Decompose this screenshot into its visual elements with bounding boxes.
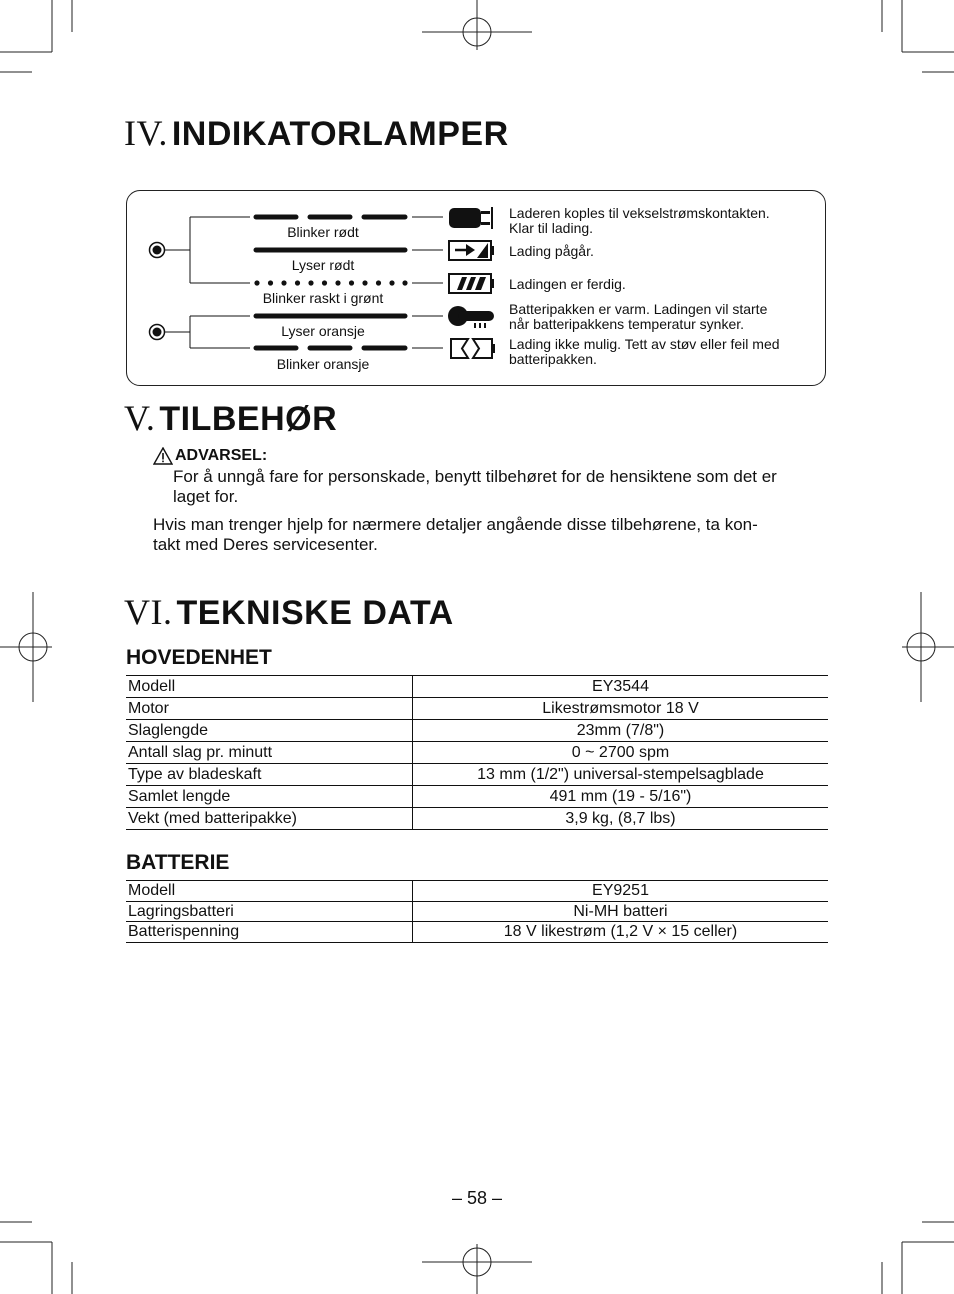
indicator-description [509, 337, 780, 367]
spec-value: EY3544 [413, 676, 829, 698]
broken-battery-icon [451, 339, 495, 358]
lamp-bottom-icon [150, 325, 165, 340]
plug-icon [449, 207, 492, 229]
section-5-heading [124, 397, 337, 439]
text-line: Hvis man trenger hjelp for nærmere detaljer angående disse tilbehørene, ta kon- [153, 515, 758, 534]
main-unit-table [126, 675, 828, 830]
spec-value: EY9251 [413, 881, 829, 902]
indicator-description [509, 206, 770, 236]
charging-battery-icon [449, 241, 494, 260]
spec-name: Motor [126, 698, 413, 720]
table-row [126, 901, 828, 922]
spec-name: Batterispenning [126, 922, 413, 943]
lamp-label: Blinker oransje [276, 356, 370, 372]
warning-icon [153, 447, 173, 465]
table-row [126, 881, 828, 902]
text-line: For å unngå fare for personskade, benytt tilbehøret for de hensiktene som det er [173, 467, 777, 486]
spec-value: 18 V likestrøm (1,2 V × 15 celler) [413, 922, 829, 943]
section-6-numeral: VI. [124, 592, 173, 632]
battery-table [126, 880, 828, 943]
section-4-title: INDIKATORLAMPER [171, 115, 509, 153]
table-row [126, 676, 828, 698]
lamp-label: Lyser rødt [291, 257, 355, 273]
indicator-description [509, 277, 626, 292]
description-line: Lading pågår. [509, 243, 594, 259]
description-line: Lading ikke mulig. Tett av støv eller feil med [509, 336, 780, 352]
spec-name: Slaglengde [126, 720, 413, 742]
section-6-heading [124, 591, 454, 633]
lamp-label: Blinker rødt [287, 224, 359, 240]
indicator-description [509, 302, 767, 332]
spec-value: 3,9 kg, (8,7 lbs) [413, 808, 829, 830]
table-row [126, 742, 828, 764]
description-line: batteripakken. [509, 351, 597, 367]
spec-value: 23mm (7/8") [413, 720, 829, 742]
lamp-top-icon [150, 243, 165, 258]
section-6-title: TEKNISKE DATA [176, 594, 454, 632]
text-line: laget for. [173, 487, 239, 506]
lamp-label: Blinker raskt i grønt [262, 290, 384, 306]
spec-value: Ni-MH batteri [413, 901, 829, 922]
spec-name: Modell [126, 881, 413, 902]
main-unit-heading: HOVEDENHET [126, 646, 272, 669]
spec-value: 0 ~ 2700 spm [413, 742, 829, 764]
lamp-label: Lyser oransje [281, 323, 365, 339]
spec-name: Lagringsbatteri [126, 901, 413, 922]
text-line: takt med Deres servicesenter. [153, 535, 378, 554]
description-line: Laderen koples til vekselstrømskontakten. [509, 205, 770, 221]
description-line: Ladingen er ferdig. [509, 276, 626, 292]
spec-value: Likestrømsmotor 18 V [413, 698, 829, 720]
table-row [126, 922, 828, 943]
full-battery-icon [449, 274, 494, 293]
table-row [126, 698, 828, 720]
warning-label: ADVARSEL: [175, 447, 268, 464]
section-4-numeral: IV. [124, 113, 168, 153]
description-line: Batteripakken er varm. Ladingen vil starte [509, 301, 768, 317]
indicator-diagram [0, 0, 954, 400]
description-line: Klar til lading. [509, 220, 594, 236]
spec-value: 13 mm (1/2") universal-stempelsagblade [413, 764, 829, 786]
table-row [126, 808, 828, 830]
section-5-title: TILBEHØR [159, 400, 338, 438]
warning-heading [153, 447, 267, 465]
help-text [153, 515, 833, 555]
spec-name: Vekt (med batteripakke) [126, 808, 413, 830]
spec-name: Antall slag pr. minutt [126, 742, 413, 764]
indicator-description [509, 244, 594, 259]
table-row [126, 764, 828, 786]
section-5-numeral: V. [124, 398, 156, 438]
page-number: – 58 – [451, 1188, 503, 1208]
spec-name: Samlet lengde [126, 786, 413, 808]
battery-heading: BATTERIE [126, 851, 230, 874]
table-row [126, 720, 828, 742]
thermometer-icon [448, 306, 494, 328]
description-line: når batteripakkens temperatur synker. [509, 316, 745, 332]
table-row [126, 786, 828, 808]
warning-text [173, 467, 833, 507]
spec-name: Modell [126, 676, 413, 698]
spec-name: Type av bladeskaft [126, 764, 413, 786]
spec-value: 491 mm (19 - 5/16") [413, 786, 829, 808]
